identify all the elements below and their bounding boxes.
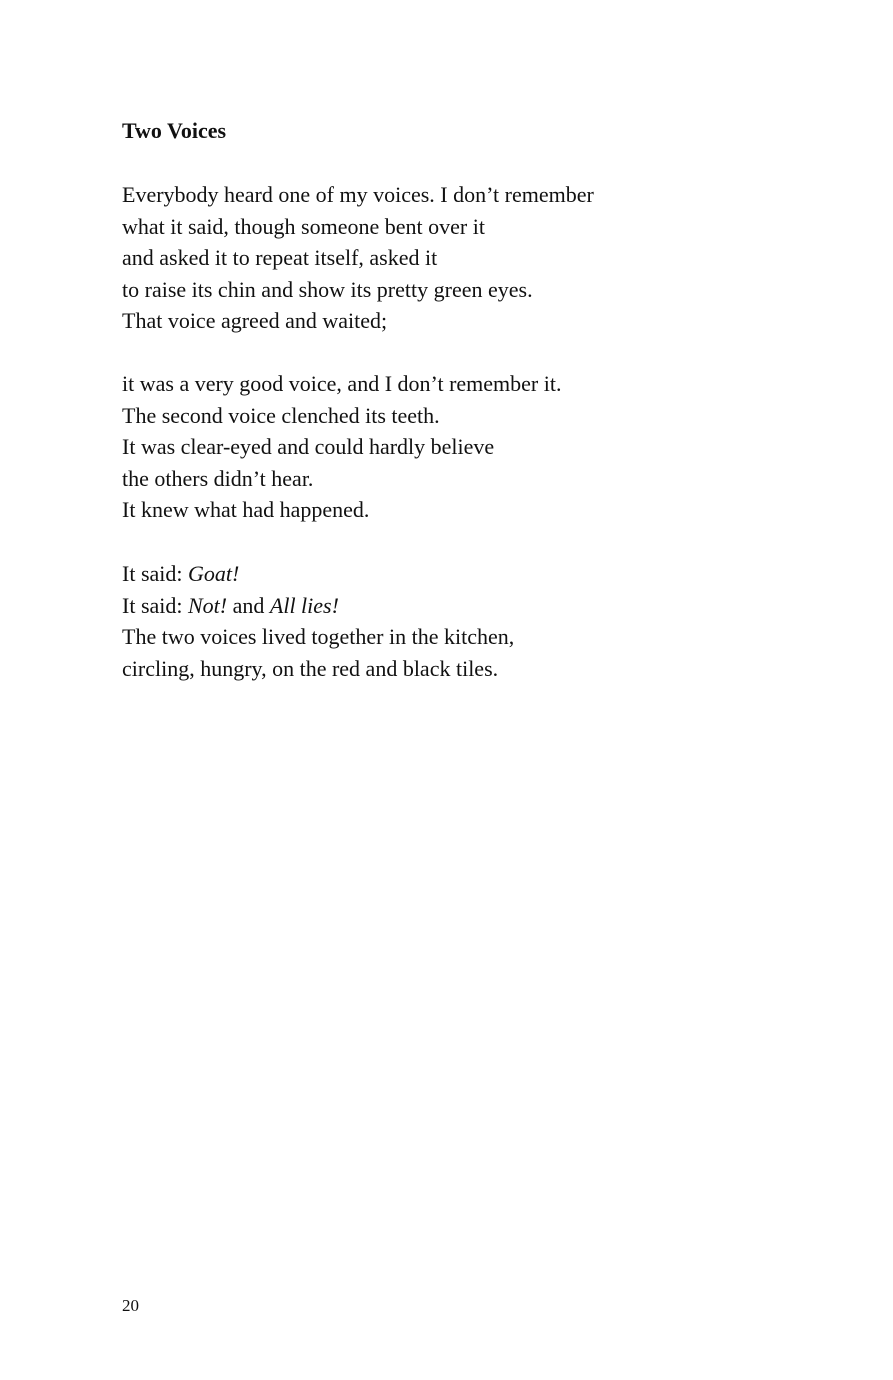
poem-line — [122, 590, 514, 622]
poem-line: to raise its chin and show its pretty green eyes. — [122, 276, 533, 302]
stanza-1 — [122, 179, 594, 337]
poem-title: Two Voices — [122, 118, 227, 143]
poem-line: It was clear-eyed and could hardly believe — [122, 434, 495, 460]
italic-phrase: Not! — [188, 592, 228, 618]
page-number: 20 — [122, 1296, 139, 1315]
line-prefix: It said: — [122, 561, 188, 586]
poem-line — [122, 558, 514, 590]
stanza-3 — [122, 558, 514, 684]
line-conjunction: and — [227, 592, 270, 618]
poem-line: and asked it to repeat itself, asked it — [122, 245, 438, 271]
line-prefix: It said: — [122, 592, 188, 618]
poem-line: what it said, though someone bent over it — [122, 213, 485, 239]
poem-line: the others didn’t hear. — [122, 465, 314, 491]
stanza-2 — [122, 368, 561, 526]
poem-line: circling, hungry, on the red and black tiles. — [122, 655, 499, 681]
poem-line: It knew what had happened. — [122, 497, 370, 523]
italic-phrase: All lies! — [269, 592, 339, 618]
italic-phrase: Goat! — [188, 561, 240, 586]
poem-line: it was a very good voice, and I don’t remember it. — [122, 371, 562, 396]
poem-line: That voice agreed and waited; — [122, 308, 388, 334]
poem-line: The two voices lived together in the kitchen, — [122, 624, 515, 650]
poem-line: The second voice clenched its teeth. — [122, 402, 440, 428]
poem-line: Everybody heard one of my voices. I don’t remember — [122, 182, 594, 207]
